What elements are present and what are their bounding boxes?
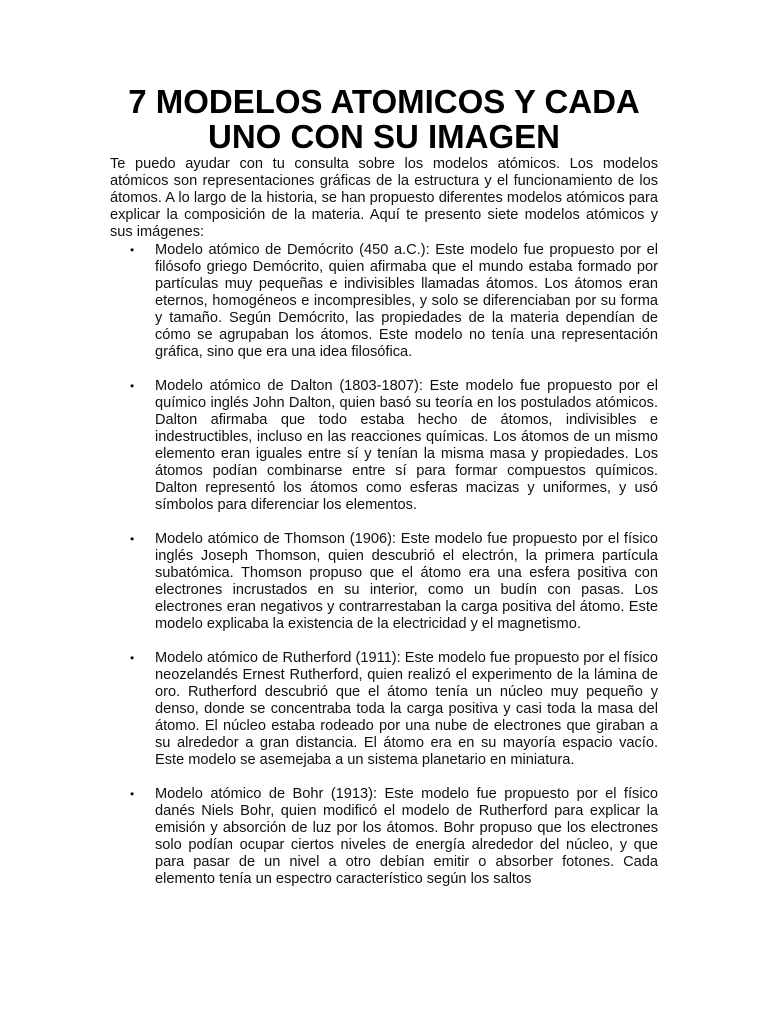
- model-rutherford-text: Modelo atómico de Rutherford (1911): Este modelo fue propuesto por el físico neozelandés Ernest Rutherford, quien realizó el experimento de la lámina de oro. Rutherford descubrió que el átomo tenía un núcleo muy pequeño y denso, donde se concentraba toda la carga positiva y casi toda la masa del átomo. El núcleo estaba rodeado por una nube de electrones que giraban a su alrededor a gran distancia. El átomo era en su mayoría espacio vacío. Este modelo se asemejaba a un sistema planetario en miniatura.: [155, 650, 658, 768]
- bullet-icon: •: [130, 532, 135, 546]
- atomic-models-list: [110, 242, 658, 905]
- list-item-thomson: [110, 531, 658, 633]
- title-line-1: 7 MODELOS ATOMICOS Y CADA: [128, 83, 640, 120]
- model-thomson-text: Modelo atómico de Thomson (1906): Este modelo fue propuesto por el físico inglés Joseph Thomson, quien descubrió el electrón, la primera partícula subatómica. Thomson propuso que el átomo era una esfera positiva con electrones incrustados en su interior, como un budín con pasas. Los electrones eran negativos y contrarrestaban la carga positiva del átomo. Este modelo explicaba la existencia de la electricidad y el magnetismo.: [155, 531, 658, 632]
- bullet-icon: •: [130, 651, 135, 665]
- bullet-icon: •: [130, 787, 135, 801]
- title-line-2: UNO CON SU IMAGEN: [207, 118, 560, 155]
- document-title: [60, 84, 708, 154]
- bullet-icon: •: [130, 243, 135, 257]
- model-dalton-text: Modelo atómico de Dalton (1803-1807): Este modelo fue propuesto por el químico inglés John Dalton, quien basó su teoría en los postulados atómicos. Dalton afirmaba que todo estaba hecho de átomos, indivisibles e indestructibles, incluso en las reacciones químicas. Los átomos de un mismo elemento eran iguales entre sí y tenían la misma masa y propiedades. Los átomos podían combinarse entre sí para formar compuestos químicos. Dalton representó los átomos como esferas macizas y uniformes, y usó símbolos para diferenciar los elementos.: [155, 378, 658, 513]
- list-item-dalton: [110, 378, 658, 514]
- list-item-rutherford: [110, 650, 658, 769]
- model-democritus-text: Modelo atómico de Demócrito (450 a.C.): Este modelo fue propuesto por el filósofo griego Demócrito, quien afirmaba que el mundo estaba formado por partículas muy pequeñas e indivisibles llamadas átomos. Los átomos eran eternos, homogéneos e incompresibles, y solo se diferenciaban por su forma y tamaño. Según Demócrito, las propiedades de la materia dependían de cómo se agrupaban los átomos. Este modelo no tenía una representación gráfica, sino que era una idea filosófica.: [155, 242, 658, 360]
- list-item-democritus: [110, 242, 658, 361]
- model-bohr-text: Modelo atómico de Bohr (1913): Este modelo fue propuesto por el físico danés Niels Bohr, quien modificó el modelo de Rutherford para explicar la emisión y absorción de luz por los átomos. Bohr propuso que los electrones solo podían ocupar ciertos niveles de energía alrededor del núcleo, y que para pasar de un nivel a otro debían emitir o absorber fotones. Cada elemento tenía un espectro característico según los saltos: [155, 786, 658, 887]
- list-item-bohr: [110, 786, 658, 888]
- intro-paragraph: Te puedo ayudar con tu consulta sobre los modelos atómicos. Los modelos atómicos son representaciones gráficas de la estructura y el funcionamiento de los átomos. A lo largo de la historia, se han propuesto diferentes modelos atómicos para explicar la composición de la materia. Aquí te presento siete modelos atómicos y sus imágenes:: [110, 156, 658, 240]
- bullet-icon: •: [130, 379, 135, 393]
